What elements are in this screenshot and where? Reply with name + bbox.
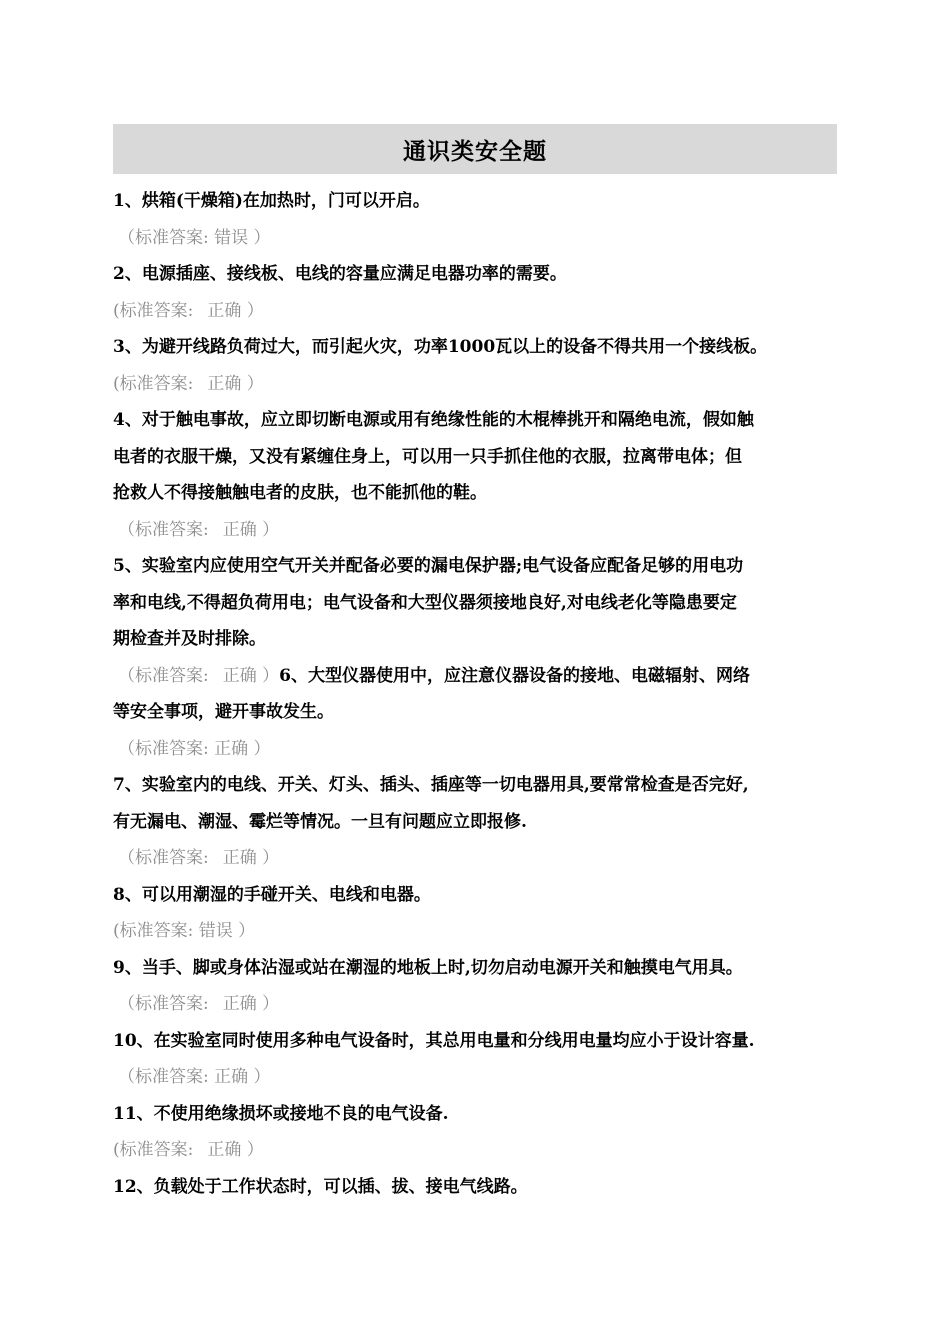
answer-label: 标准答案: xyxy=(135,994,209,1014)
question-5-line-2: 率和电线,不得超负荷用电；电气设备和大型仪器须接地良好,对电线老化等隐患要定 xyxy=(113,592,737,613)
answer-value: 正确 xyxy=(207,300,242,321)
question-1: 1、烘箱(干燥箱)在加热时，门可以开启。 xyxy=(113,191,430,211)
answer-value: 错误 xyxy=(214,227,249,248)
answer-6: （标准答案: 正确 ） xyxy=(118,738,271,759)
question-10: 10、在实验室同时使用多种电气设备时，其总用电量和分线用电量均应小于设计容量. xyxy=(113,1030,755,1051)
question-4-line-2: 电者的衣服干燥，又没有紧缠住身上，可以用一只手抓住他的衣服，拉离带电体；但 xyxy=(113,446,742,467)
answer-value: 正确 xyxy=(222,994,257,1014)
question-8: 8、可以用潮湿的手碰开关、电线和电器。 xyxy=(113,884,431,905)
answer-9: （标准答案: 正确 ） xyxy=(118,994,280,1014)
answer-label: 标准答案: xyxy=(135,665,209,686)
answer-11: (标准答案: 正确 ） xyxy=(113,1140,264,1160)
answer-value: 正确 xyxy=(207,373,242,394)
question-6-line-2: 等安全事项，避开事故发生。 xyxy=(113,702,334,722)
answer-label: 标准答案: xyxy=(119,300,194,321)
question-2: 2、电源插座、接线板、电线的容量应满足电器功率的需要。 xyxy=(113,264,567,284)
answer-value: 正确 xyxy=(222,848,257,868)
answer-value: 正确 xyxy=(214,738,249,759)
question-11: 11、不使用绝缘损坏或接地不良的电气设备. xyxy=(113,1103,449,1124)
page-title: 通识类安全题 xyxy=(403,137,547,165)
answer-label: 标准答案: xyxy=(135,227,209,248)
answer-4: （标准答案: 正确 ） xyxy=(118,519,280,540)
answer-value: 错误 xyxy=(198,921,233,941)
answer-2: (标准答案: 正确 ） xyxy=(113,300,264,321)
question-list xyxy=(113,183,843,1205)
question-6-line-1: 6、大型仪器使用中，应注意仪器设备的接地、电磁辐射、网络 xyxy=(279,665,750,686)
answer-10: （标准答案: 正确 ） xyxy=(118,1067,271,1087)
question-5-line-3: 期检查并及时排除。 xyxy=(113,629,266,649)
answer-label: 标准答案: xyxy=(135,1067,209,1087)
answer-label: 标准答案: xyxy=(135,848,209,868)
answer-7: （标准答案: 正确 ） xyxy=(118,848,280,868)
answer-label: 标准答案: xyxy=(119,1140,194,1160)
answer-label: 标准答案: xyxy=(135,738,209,759)
answer-5-with-question-6 xyxy=(113,658,843,695)
answer-value: 正确 xyxy=(214,1067,249,1087)
question-5-line-1: 5、实验室内应使用空气开关并配备必要的漏电保护器;电气设备应配备足够的用电功 xyxy=(113,556,744,576)
answer-value: 正确 xyxy=(222,519,257,540)
answer-8: (标准答案: 错误 ） xyxy=(113,921,256,941)
answer-value: 正确 xyxy=(222,665,257,686)
answer-3: (标准答案: 正确 ） xyxy=(113,373,264,394)
question-3: 3、为避开线路负荷过大，而引起火灾，功率1000瓦以上的设备不得共用一个接线板。 xyxy=(113,337,768,357)
question-9: 9、当手、脚或身体沾湿或站在潮湿的地板上时,切勿启动电源开关和触摸电气用具。 xyxy=(113,957,743,978)
answer-5: （标准答案: 正确 ） xyxy=(118,665,280,686)
question-7-line-2: 有无漏电、潮湿、霉烂等情况。一旦有问题应立即报修. xyxy=(113,811,527,832)
answer-1: （标准答案: 错误 ） xyxy=(118,227,271,248)
question-4-line-3: 抢救人不得接触触电者的皮肤，也不能抓他的鞋。 xyxy=(113,483,487,503)
question-12: 12、负载处于工作状态时，可以插、拔、接电气线路。 xyxy=(113,1176,528,1197)
answer-label: 标准答案: xyxy=(135,519,209,540)
answer-label: 标准答案: xyxy=(119,373,194,394)
question-4-line-1: 4、对于触电事故，应立即切断电源或用有绝缘性能的木棍棒挑开和隔绝电流，假如触 xyxy=(113,410,754,430)
question-7-line-1: 7、实验室内的电线、开关、灯头、插头、插座等一切电器用具,要常常检查是否完好, xyxy=(113,775,749,795)
answer-value: 正确 xyxy=(207,1140,242,1160)
title-bar xyxy=(113,124,837,174)
answer-label: 标准答案: xyxy=(119,921,194,941)
